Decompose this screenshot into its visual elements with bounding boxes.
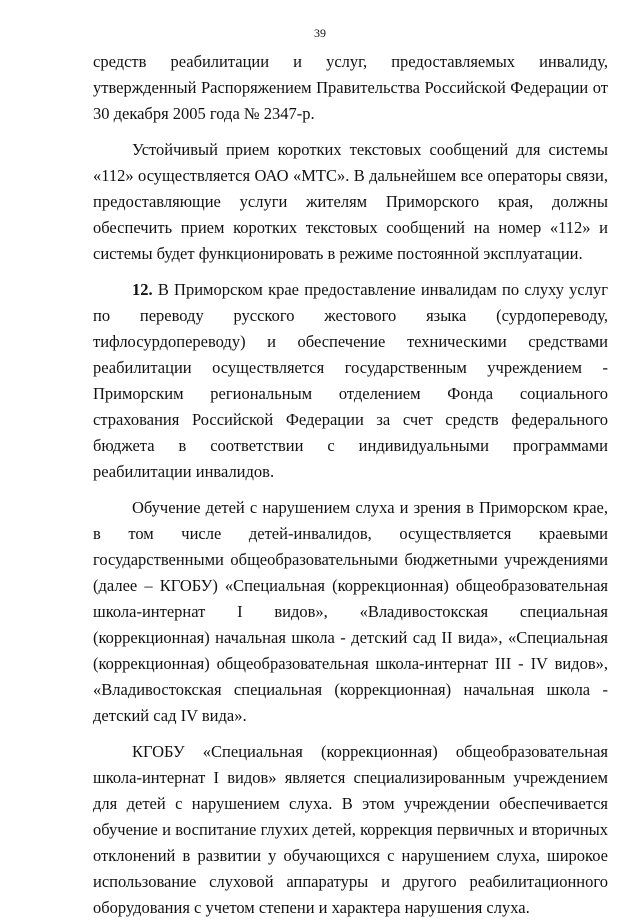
paragraph-text: Устойчивый прием коротких текстовых сообщений для системы «112» осуществляется ОАО «МТС». В дальнейшем все операторы связи, предоставляющие услуги жителям Приморского края, должны обеспечить прием коротких текстовых сообщений на номер «112» и системы будет функционировать в режиме постоянной эксплуатации. xyxy=(93,140,608,263)
paragraph-text: средств реабилитации и услуг, предоставляемых инвалиду, утвержденный Распоряжением Правительства Российской Федерации от 30 декабря 2005 года № 2347-р. xyxy=(93,52,608,123)
paragraph-education xyxy=(93,495,608,729)
paragraph-kgobu xyxy=(93,739,608,921)
page-number: 39 xyxy=(314,26,326,40)
paragraph-text: В Приморском крае предоставление инвалидам по слуху услуг по переводу русского жестового языка (сурдопереводу, тифлосурдопереводу) и обеспечение техническими средствами реабилитации осуществляется государственным учреждением - Приморским региональным отделением Фонда социального страхования Российской Федерации за счет средств федерального бюджета в соответствии с индивидуальными программами реабилитации инвалидов. xyxy=(93,280,608,481)
section-number: 12. xyxy=(132,280,153,299)
paragraph-text: Обучение детей с нарушением слуха и зрения в Приморском крае, в том числе детей-инвалидов, осуществляется краевыми государственными общеобразовательными бюджетными учреждениями (далее – КГОБУ) «Специальная (коррекционная) общеобразовательная школа-интернат I видов», «Владивостокская специальная (коррекционная) начальная школа - детский сад II вида», «Специальная (коррекционная) общеобразовательная школа-интернат III - IV видов», «Владивостокская специальная (коррекционная) начальная школа - детский сад IV вида». xyxy=(93,498,608,725)
paragraph-sms-112 xyxy=(93,137,608,267)
paragraph-section-12 xyxy=(93,277,608,485)
document-body xyxy=(93,49,608,921)
paragraph-text: КГОБУ «Специальная (коррекционная) общеобразовательная школа-интернат I видов» является специализированным учреждением для детей с нарушением слуха. В этом учреждении обеспечивается обучение и воспитание глухих детей, коррекция первичных и вторичных отклонений в развитии у обучающихся с нарушением слуха, широкое использование слуховой аппаратуры и другого реабилитационного оборудования с учетом степени и характера нарушения слуха. xyxy=(93,742,608,917)
paragraph-continuation xyxy=(93,49,608,127)
